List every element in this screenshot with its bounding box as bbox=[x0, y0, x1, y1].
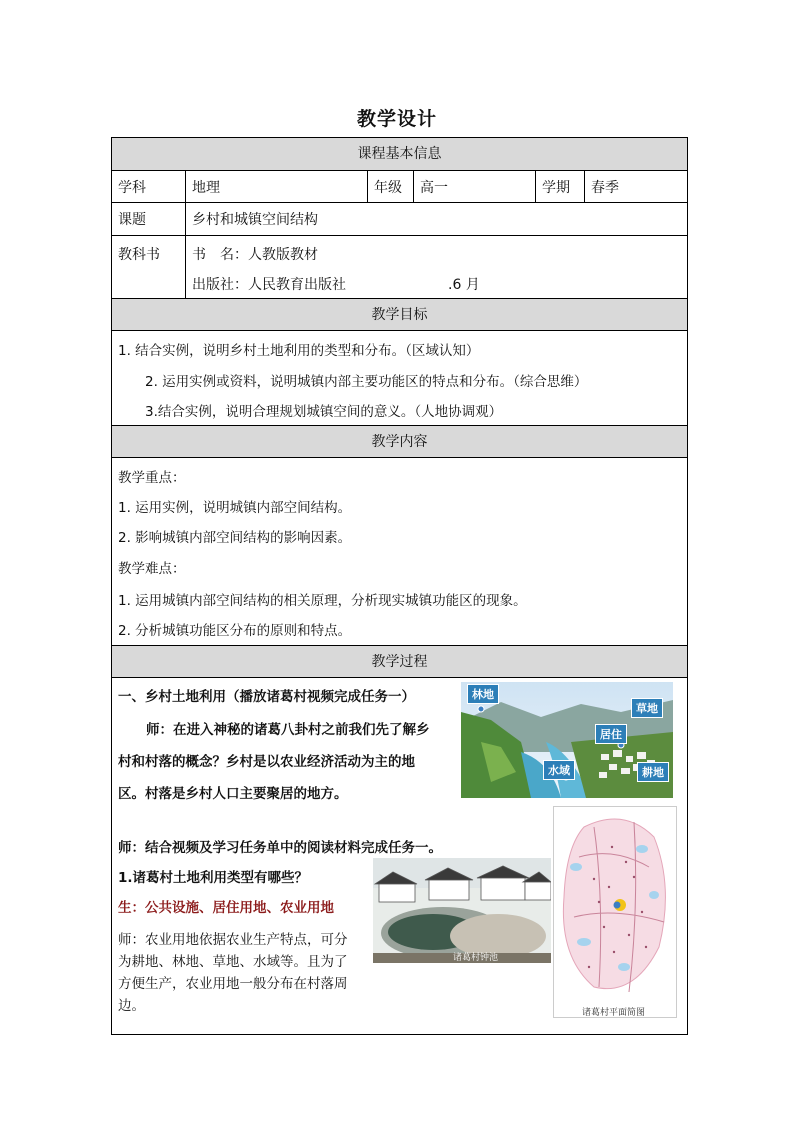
content-body bbox=[112, 458, 687, 646]
task-question: 1.诸葛村土地利用类型有哪些？ bbox=[118, 870, 309, 886]
student-answer: 生：公共设施、居住用地、农业用地 bbox=[118, 900, 334, 916]
process-para1-line: 师：在进入神秘的诸葛八卦村之前我们先了解乡 bbox=[146, 722, 430, 738]
textbook-details bbox=[186, 236, 687, 298]
process-para1-line: 区。村落是乡村人口主要聚居的地方。 bbox=[118, 786, 348, 802]
tag-water: 水域 bbox=[543, 760, 575, 780]
pond-photo bbox=[373, 858, 551, 963]
process-para2: 师：结合视频及学习任务单中的阅读材料完成任务一。 bbox=[118, 840, 442, 856]
objective-item: 2. 运用实例或资料，说明城镇内部主要功能区的特点和分布。（综合思维） bbox=[145, 374, 588, 390]
subject-value: 地理 bbox=[186, 171, 368, 202]
process-body bbox=[112, 678, 687, 1034]
process-para3-line: 方便生产，农业用地一般分布在村落周 bbox=[118, 976, 348, 992]
process-para3-line: 为耕地、林地、草地、水域等。且为了 bbox=[118, 954, 348, 970]
objectives-header: 教学目标 bbox=[112, 299, 687, 331]
tag-forest: 林地 bbox=[467, 684, 499, 704]
grade-label: 年级 bbox=[368, 171, 414, 202]
village-map bbox=[553, 806, 677, 1018]
process-para3-line: 师：农业用地依据农业生产特点，可分 bbox=[118, 932, 348, 948]
difficulty-title: 教学难点： bbox=[118, 561, 186, 577]
objective-item: 1. 结合实例，说明乡村土地利用的类型和分布。（区域认知） bbox=[118, 343, 480, 359]
map-caption: 诸葛村平面简图 bbox=[582, 1008, 646, 1018]
textbook-name: 书 名：人教版教材 bbox=[192, 247, 318, 263]
process-heading: 一、乡村土地利用（播放诸葛村视频完成任务一） bbox=[118, 689, 415, 705]
topic-value: 乡村和城镇空间结构 bbox=[192, 212, 318, 228]
process-para1-line: 村和村落的概念？乡村是以农业经济活动为主的地 bbox=[118, 754, 415, 770]
textbook-publisher: 出版社：人民教育出版社 bbox=[192, 277, 346, 293]
term-value: 春季 bbox=[591, 179, 619, 196]
process-para3-line: 边。 bbox=[118, 998, 145, 1014]
tag-farmland: 耕地 bbox=[637, 762, 669, 782]
subject-row bbox=[112, 171, 687, 203]
lesson-plan-table bbox=[111, 137, 688, 1035]
difficulty-item: 1. 运用城镇内部空间结构的相关原理，分析现实城镇功能区的现象。 bbox=[118, 593, 527, 609]
subject-label: 学科 bbox=[112, 171, 186, 202]
tag-residential: 居住 bbox=[595, 724, 627, 744]
content-header: 教学内容 bbox=[112, 426, 687, 458]
landscape-photo bbox=[461, 682, 673, 798]
tag-grassland: 草地 bbox=[631, 698, 663, 718]
objective-item: 3.结合实例，说明合理规划城镇空间的意义。（人地协调观） bbox=[145, 404, 503, 420]
key-points-title: 教学重点： bbox=[118, 470, 186, 486]
pond-caption: 诸葛村钟池 bbox=[453, 953, 499, 963]
difficulty-item: 2. 分析城镇功能区分布的原则和特点。 bbox=[118, 623, 352, 639]
objectives-body bbox=[112, 331, 687, 426]
textbook-date: .6 月 bbox=[448, 277, 480, 293]
topic-row bbox=[112, 203, 687, 236]
process-header: 教学过程 bbox=[112, 646, 687, 678]
key-point-item: 2. 影响城镇内部空间结构的影响因素。 bbox=[118, 530, 352, 546]
grade-value: 高一 bbox=[414, 171, 536, 202]
basic-info-header: 课程基本信息 bbox=[112, 138, 687, 171]
document-title: 教学设计 bbox=[356, 108, 437, 130]
key-point-item: 1. 运用实例，说明城镇内部空间结构。 bbox=[118, 500, 352, 516]
topic-label: 课题 bbox=[112, 203, 186, 235]
textbook-row bbox=[112, 236, 687, 299]
term-label: 学期 bbox=[536, 171, 585, 202]
textbook-label: 教科书 bbox=[112, 236, 186, 298]
